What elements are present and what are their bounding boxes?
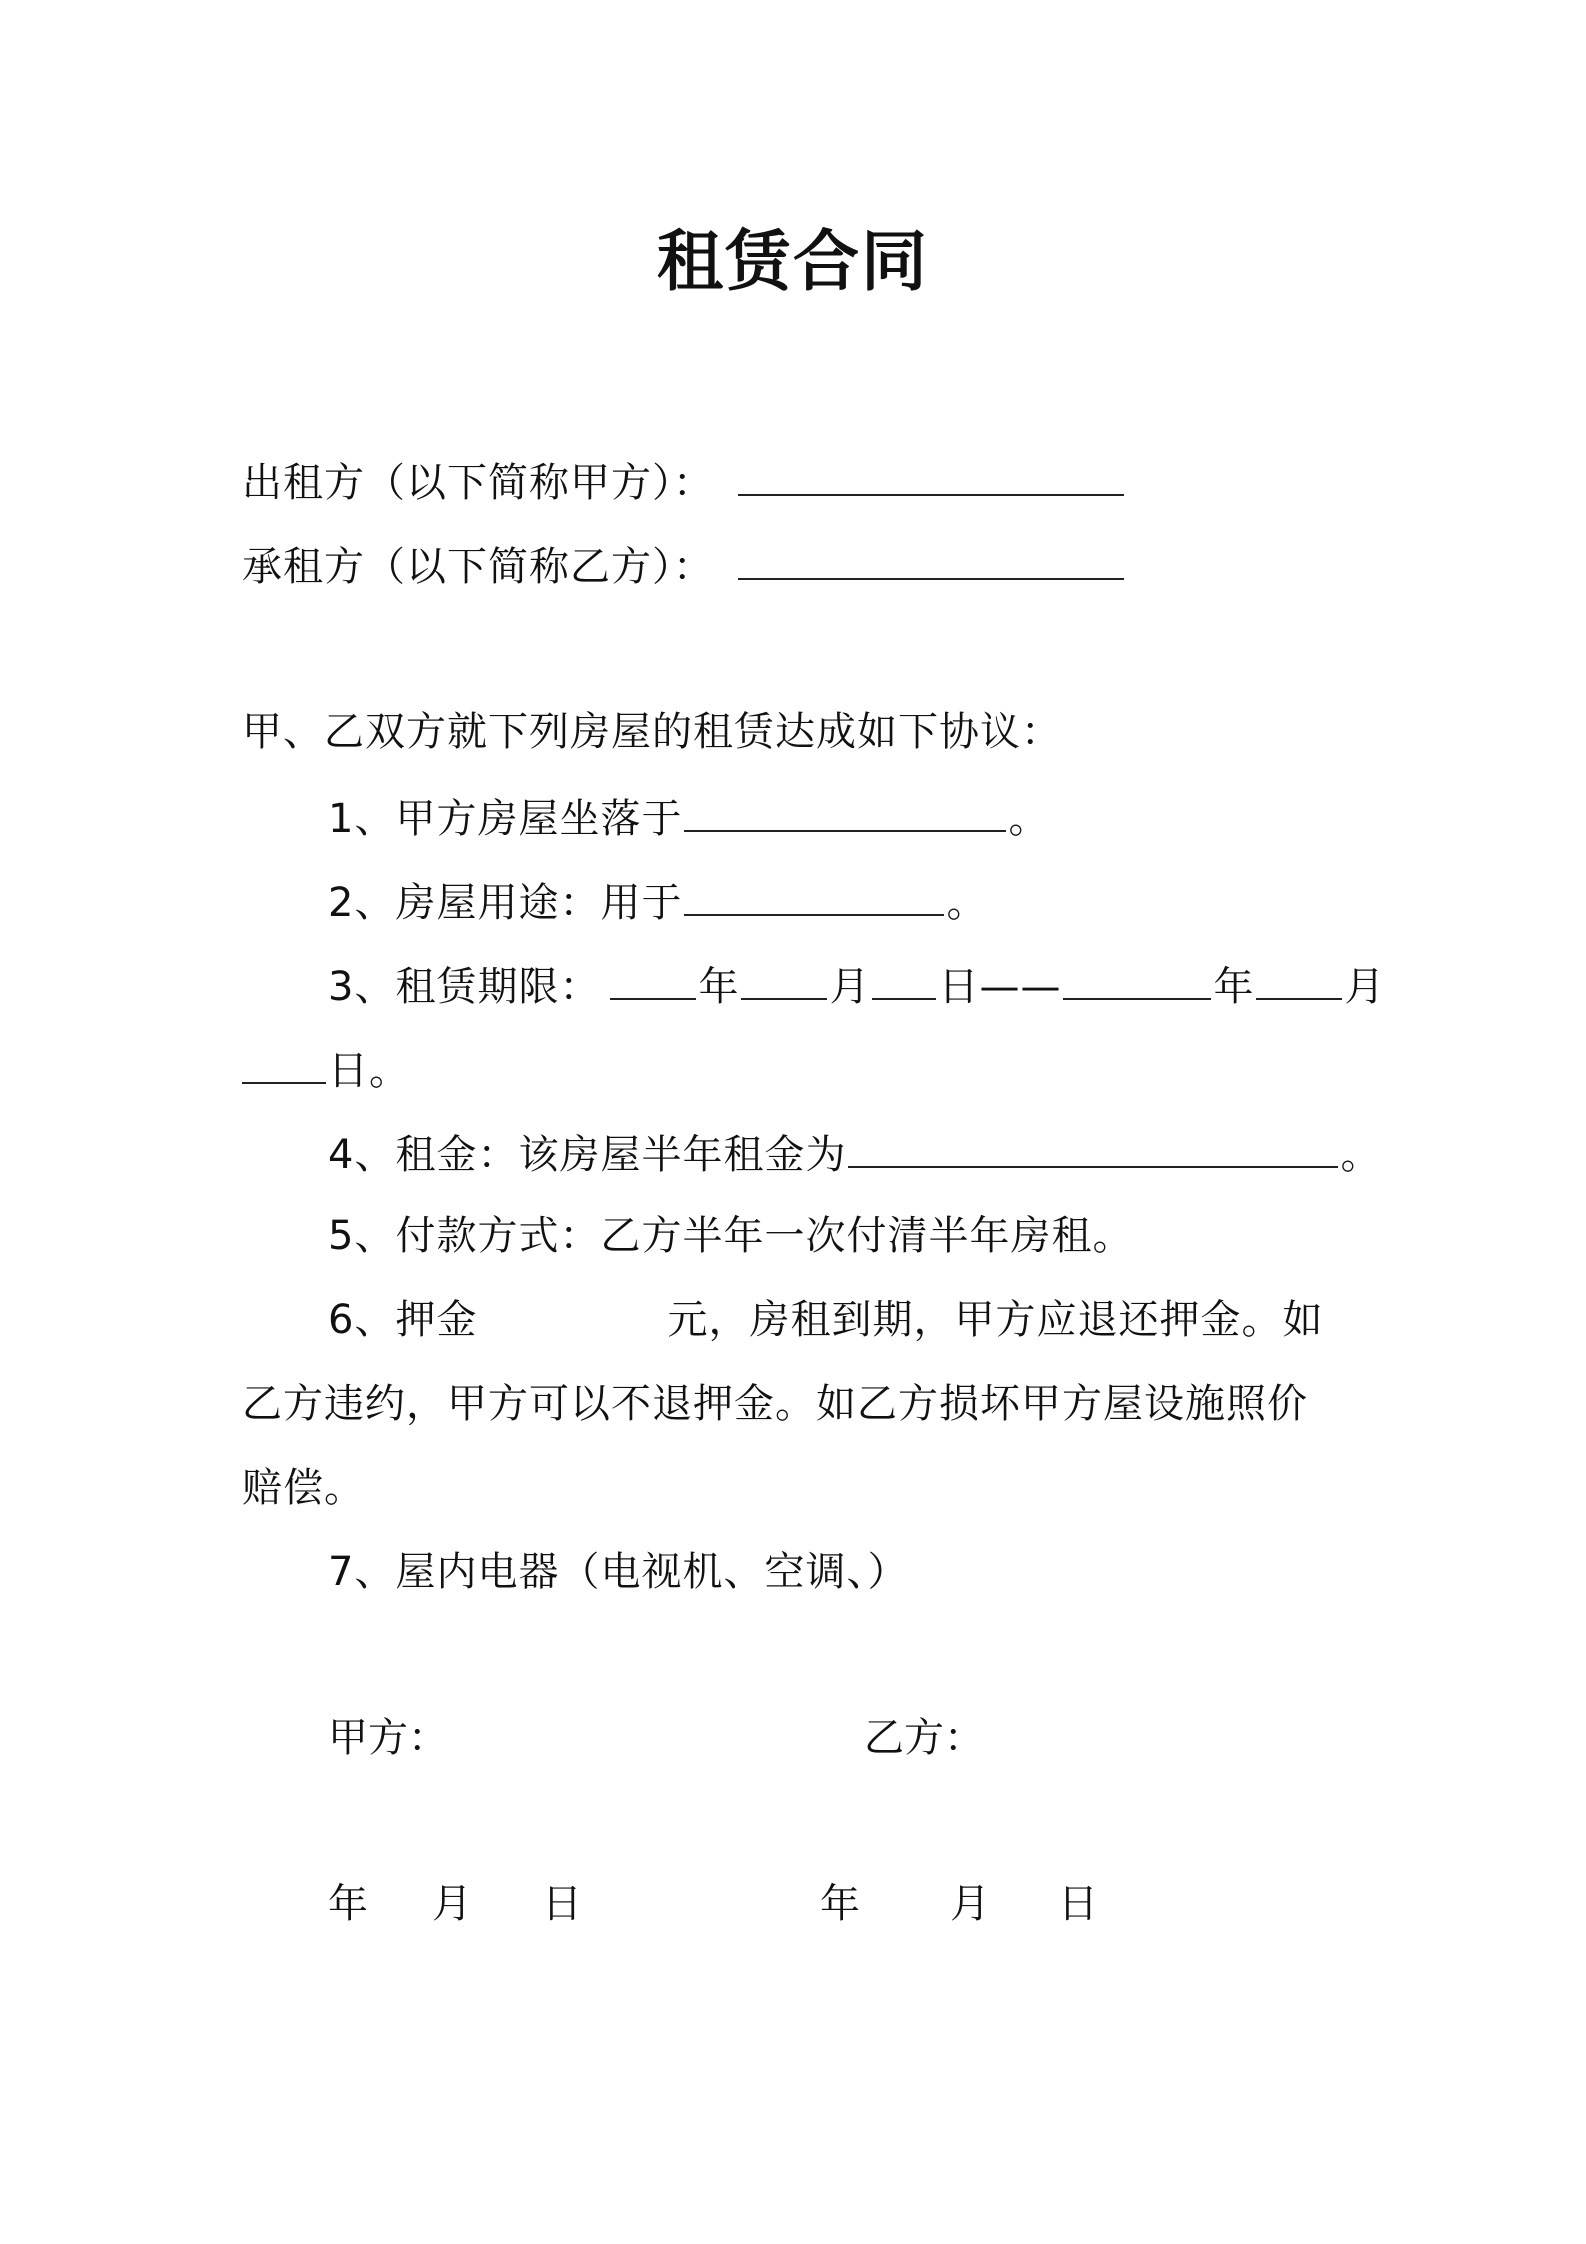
end-day-label: 日。 — [328, 1048, 410, 1094]
lessee-line — [242, 536, 1126, 595]
end-month-label: 月 — [1344, 964, 1386, 1010]
start-year-blank[interactable] — [610, 956, 696, 1000]
clause-2-text: 2、房屋用途：用于 — [328, 880, 683, 926]
clause-3-cont — [242, 1040, 410, 1099]
end-month-blank[interactable] — [1256, 956, 1342, 1000]
clause-1-text: 1、甲方房屋坐落于 — [328, 796, 683, 842]
lessee-blank[interactable] — [738, 536, 1124, 580]
clause-6-line-3: 赔偿。 — [242, 1465, 365, 1511]
party-b-signature: 乙方： — [864, 1715, 984, 1761]
end-day-blank[interactable] — [242, 1040, 326, 1084]
start-month-label: 月 — [829, 964, 871, 1010]
rent-blank[interactable] — [848, 1124, 1338, 1168]
clause-5: 5、付款方式：乙方半年一次付清半年房租。 — [328, 1213, 1134, 1259]
clause-3 — [328, 956, 1385, 1015]
clause-1 — [328, 788, 1049, 847]
page-title: 租赁合同 — [657, 223, 929, 300]
lessor-line — [242, 452, 1126, 511]
party-a-year: 年 — [328, 1881, 368, 1927]
clause-4-end: 。 — [1340, 1132, 1382, 1178]
clause-4 — [328, 1124, 1381, 1183]
start-month-blank[interactable] — [741, 956, 827, 1000]
clause-2 — [328, 872, 987, 931]
party-b-month: 月 — [950, 1881, 990, 1927]
end-year-label: 年 — [1213, 964, 1255, 1010]
start-day-label: 日—— — [938, 964, 1062, 1010]
end-year-blank[interactable] — [1063, 956, 1211, 1000]
clause-6-rest: 元，房租到期，甲方应退还押金。如 — [667, 1297, 1324, 1343]
lessor-blank[interactable] — [738, 452, 1124, 496]
clause-3-text: 3、租赁期限： — [328, 964, 601, 1010]
clause-6-text: 6、押金 — [328, 1297, 478, 1343]
clause-2-end: 。 — [946, 880, 988, 926]
party-a-day: 日 — [542, 1881, 582, 1927]
start-year-label: 年 — [698, 964, 740, 1010]
clause-7: 7、屋内电器（电视机、空调、） — [328, 1549, 909, 1595]
usage-blank[interactable] — [684, 872, 944, 916]
party-a-signature: 甲方： — [328, 1715, 448, 1761]
location-blank[interactable] — [684, 788, 1006, 832]
intro-line: 甲、乙双方就下列房屋的租赁达成如下协议： — [242, 709, 1062, 755]
party-b-year: 年 — [820, 1881, 860, 1927]
clause-4-text: 4、租金：该房屋半年租金为 — [328, 1132, 847, 1178]
party-b-day: 日 — [1058, 1881, 1098, 1927]
clause-6 — [328, 1292, 1323, 1348]
clause-1-end: 。 — [1008, 796, 1050, 842]
party-a-month: 月 — [432, 1881, 472, 1927]
lessor-label: 出租方（以下简称甲方）： — [242, 460, 714, 506]
clause-6-line-2: 乙方违约，甲方可以不退押金。如乙方损坏甲方屋设施照价 — [242, 1381, 1308, 1427]
lessee-label: 承租方（以下简称乙方）： — [242, 544, 714, 590]
start-day-blank[interactable] — [872, 956, 936, 1000]
